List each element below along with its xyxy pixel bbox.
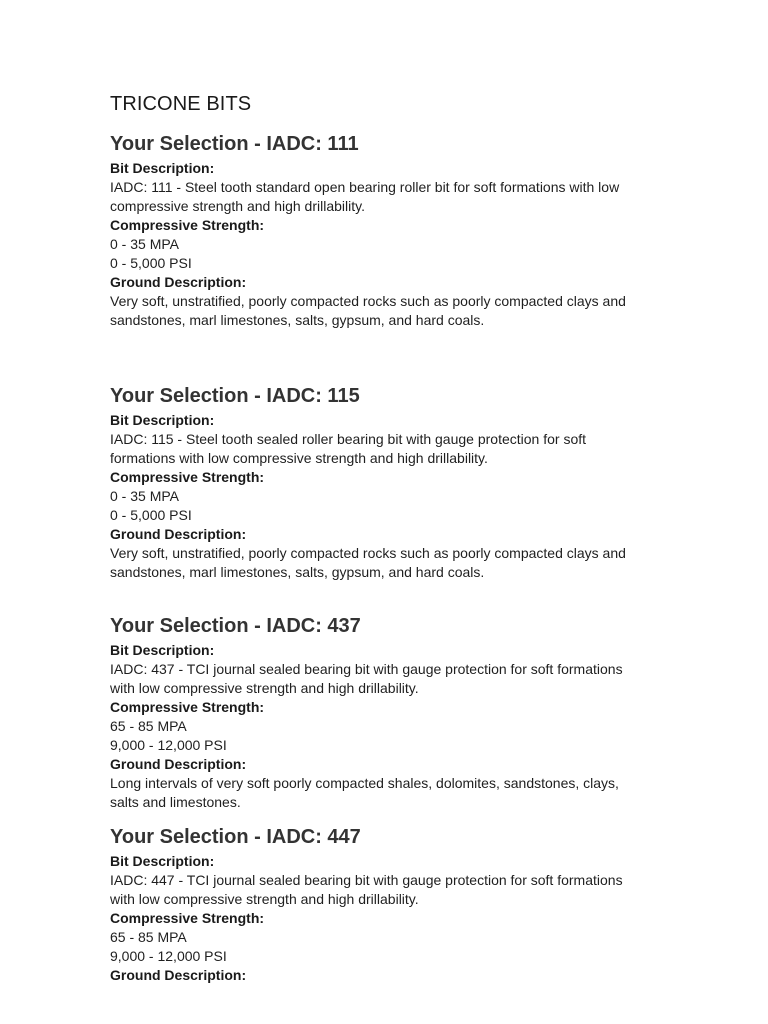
compressive-strength-label: Compressive Strength: bbox=[110, 699, 265, 715]
compressive-strength-psi: 9,000 - 12,000 PSI bbox=[110, 737, 227, 753]
bit-description-line: formations with low compressive strength and high drillability. bbox=[110, 450, 488, 466]
compressive-strength-mpa: 65 - 85 MPA bbox=[110, 929, 187, 945]
ground-description-label: Ground Description: bbox=[110, 756, 247, 772]
bit-description-line: compressive strength and high drillability. bbox=[110, 198, 365, 214]
bit-description-label: Bit Description: bbox=[110, 160, 215, 176]
compressive-strength-mpa: 0 - 35 MPA bbox=[110, 488, 179, 504]
compressive-strength-mpa: 65 - 85 MPA bbox=[110, 718, 187, 734]
ground-description-line: Very soft, unstratified, poorly compacted rocks such as poorly compacted clays and bbox=[110, 545, 626, 561]
ground-description-line: Very soft, unstratified, poorly compacted rocks such as poorly compacted clays and bbox=[110, 293, 626, 309]
selection-section-447 bbox=[110, 824, 690, 985]
section-heading: Your Selection - IADC: 437 bbox=[110, 615, 361, 637]
bit-description-label: Bit Description: bbox=[110, 642, 215, 658]
selection-section-437 bbox=[110, 613, 690, 812]
bit-description-line: with low compressive strength and high drillability. bbox=[110, 891, 419, 907]
compressive-strength-mpa: 0 - 35 MPA bbox=[110, 236, 179, 252]
ground-description-line: salts and limestones. bbox=[110, 794, 241, 810]
ground-description-label: Ground Description: bbox=[110, 274, 247, 290]
compressive-strength-psi: 9,000 - 12,000 PSI bbox=[110, 948, 227, 964]
compressive-strength-label: Compressive Strength: bbox=[110, 469, 265, 485]
ground-description-line: sandstones, marl limestones, salts, gypsum, and hard coals. bbox=[110, 312, 485, 328]
ground-description-label: Ground Description: bbox=[110, 526, 247, 542]
compressive-strength-psi: 0 - 5,000 PSI bbox=[110, 507, 192, 523]
selection-section-111 bbox=[110, 131, 690, 330]
document-title: TRICONE BITS bbox=[110, 93, 252, 115]
bit-description-line: with low compressive strength and high drillability. bbox=[110, 680, 419, 696]
ground-description-line: sandstones, marl limestones, salts, gypsum, and hard coals. bbox=[110, 564, 485, 580]
bit-description-line: IADC: 447 - TCI journal sealed bearing bit with gauge protection for soft formations bbox=[110, 872, 623, 888]
compressive-strength-psi: 0 - 5,000 PSI bbox=[110, 255, 192, 271]
bit-description-label: Bit Description: bbox=[110, 853, 215, 869]
section-heading: Your Selection - IADC: 111 bbox=[110, 133, 359, 155]
bit-description-label: Bit Description: bbox=[110, 412, 215, 428]
compressive-strength-label: Compressive Strength: bbox=[110, 910, 265, 926]
selection-section-115 bbox=[110, 383, 690, 582]
section-heading: Your Selection - IADC: 447 bbox=[110, 826, 361, 848]
ground-description-label: Ground Description: bbox=[110, 967, 247, 983]
bit-description-line: IADC: 437 - TCI journal sealed bearing bit with gauge protection for soft formations bbox=[110, 661, 623, 677]
bit-description-line: IADC: 111 - Steel tooth standard open bearing roller bit for soft formations with low bbox=[110, 179, 620, 195]
ground-description-line: Long intervals of very soft poorly compacted shales, dolomites, sandstones, clays, bbox=[110, 775, 619, 791]
section-heading: Your Selection - IADC: 115 bbox=[110, 385, 360, 407]
compressive-strength-label: Compressive Strength: bbox=[110, 217, 265, 233]
bit-description-line: IADC: 115 - Steel tooth sealed roller bearing bit with gauge protection for soft bbox=[110, 431, 587, 447]
